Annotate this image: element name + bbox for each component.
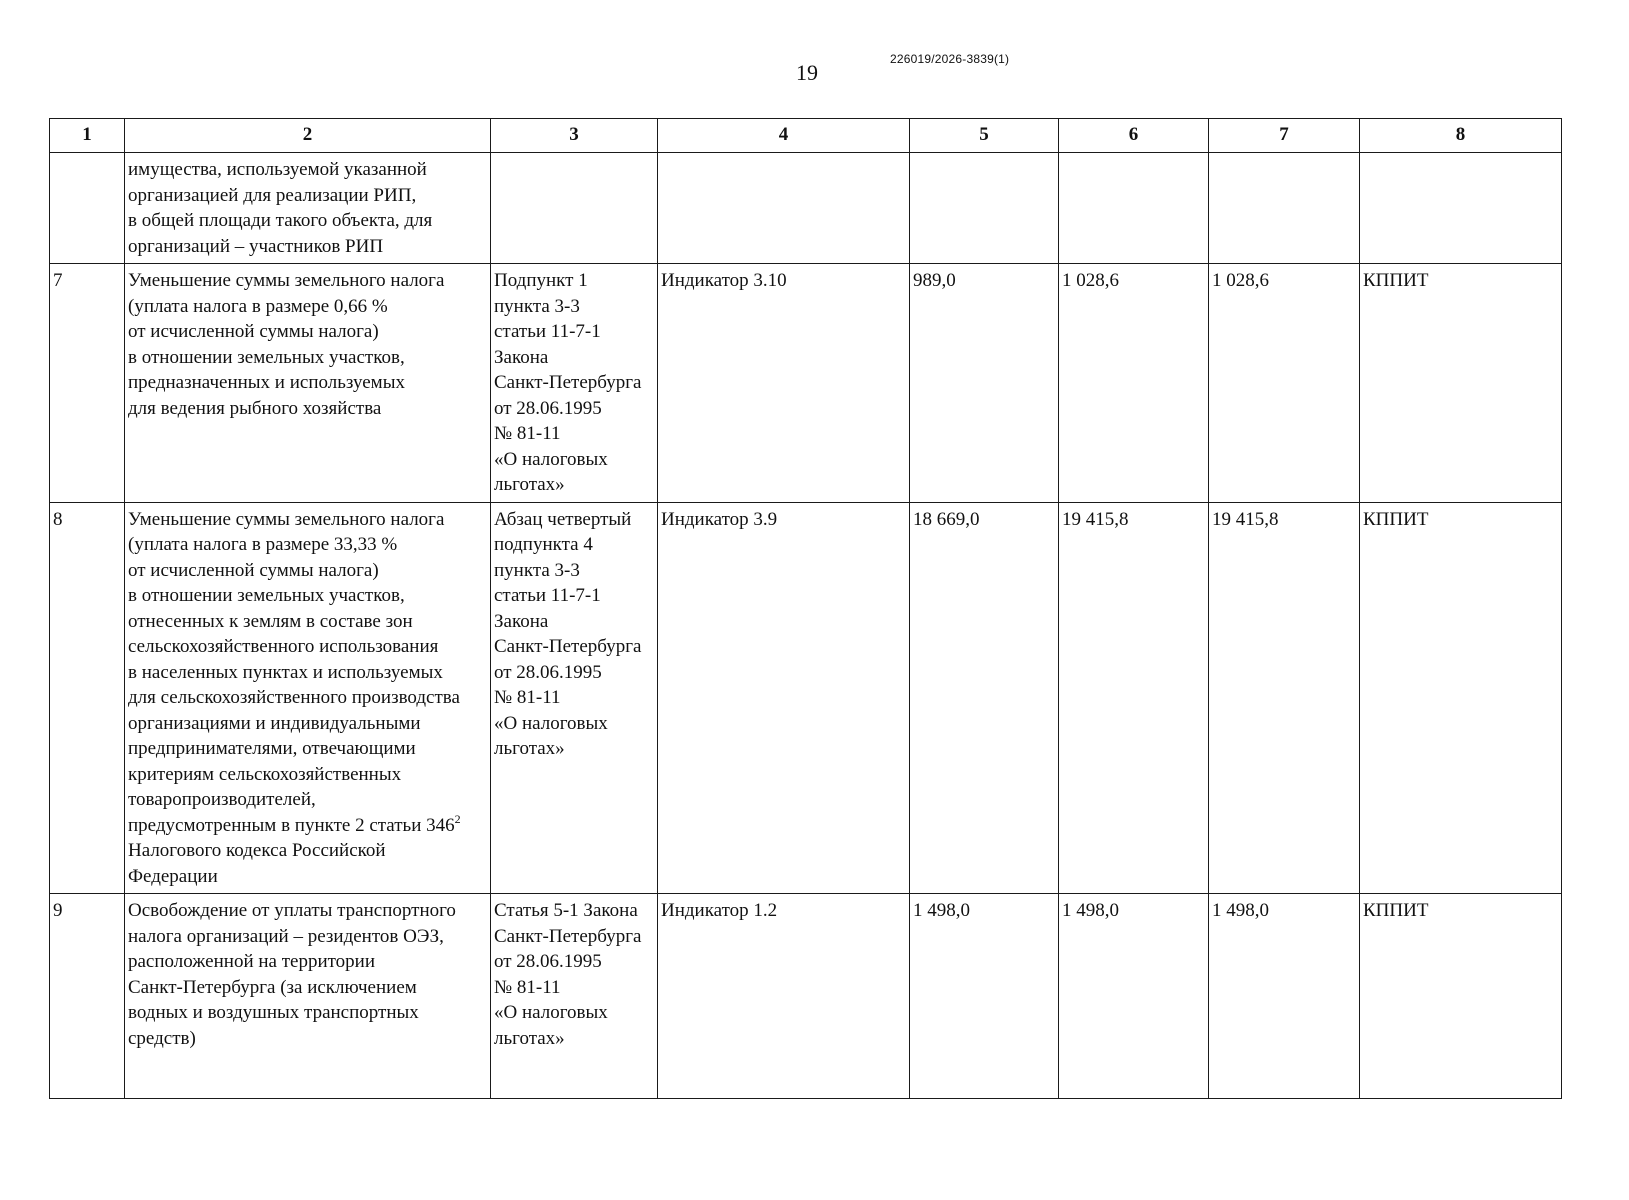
row-indicator: Индикатор 1.2 — [658, 894, 910, 1099]
row-value-col7 — [1209, 153, 1360, 264]
table-row-7 — [50, 264, 1562, 503]
row-value-col7: 19 415,8 — [1209, 502, 1360, 894]
row-description: имущества, используемой указанной организацией для реализации РИП, в общей площади такого объекта, для организаций – участников РИП — [125, 153, 491, 264]
row-indicator: Индикатор 3.10 — [658, 264, 910, 503]
document-id: 226019/2026-3839(1) — [890, 52, 1010, 66]
row-description-main: Уменьшение суммы земельного налога (уплата налога в размере 33,33 % от исчисленной суммы налога) в отношении земельных участков, отнесенных к землям в составе зон сельскохозяйственного использования в населенных пунктах и используемых для сельскохозяйственного производства организациями и индивидуальными предпринимателями, отвечающими критериям сельскохозяйственных товаропроизводителей, предусмотренным в пункте 2 статьи 346 — [128, 508, 460, 836]
row-responsible: КППИТ — [1360, 264, 1562, 503]
header-col-1: 1 — [50, 119, 125, 153]
row-description-tail: Налогового кодекса Российской Федерации — [128, 840, 386, 887]
row-value-col6: 1 028,6 — [1059, 264, 1209, 503]
row-number: 8 — [50, 502, 125, 894]
benefits-table — [49, 118, 1562, 1099]
table-row-continuation — [50, 153, 1562, 264]
row-value-col5 — [910, 153, 1059, 264]
row-legal-source — [491, 153, 658, 264]
row-value-col6 — [1059, 153, 1209, 264]
header-col-3: 3 — [491, 119, 658, 153]
header-col-6: 6 — [1059, 119, 1209, 153]
row-indicator: Индикатор 3.9 — [658, 502, 910, 894]
row-value-col7: 1 028,6 — [1209, 264, 1360, 503]
row-description — [125, 502, 491, 894]
row-value-col6: 19 415,8 — [1059, 502, 1209, 894]
row-responsible: КППИТ — [1360, 894, 1562, 1099]
row-value-col5: 18 669,0 — [910, 502, 1059, 894]
header-col-5: 5 — [910, 119, 1059, 153]
row-legal-source: Статья 5-1 Закона Санкт-Петербурга от 28.06.1995 № 81-11 «О налоговых льготах» — [491, 894, 658, 1099]
row-number: 7 — [50, 264, 125, 503]
row-value-col7: 1 498,0 — [1209, 894, 1360, 1099]
row-legal-source: Абзац четвертый подпункта 4 пункта 3-3 статьи 11-7-1 Закона Санкт-Петербурга от 28.06.1995 № 81-11 «О налоговых льготах» — [491, 502, 658, 894]
row-value-col5: 1 498,0 — [910, 894, 1059, 1099]
page-number: 19 — [796, 60, 818, 85]
row-description: Уменьшение суммы земельного налога (уплата налога в размере 0,66 % от исчисленной суммы налога) в отношении земельных участков, предназначенных и используемых для ведения рыбного хозяйства — [125, 264, 491, 503]
row-description: Освобождение от уплаты транспортного налога организаций – резидентов ОЭЗ, расположенной на территории Санкт-Петербурга (за исключением водных и воздушных транспортных средств) — [125, 894, 491, 1099]
header-col-8: 8 — [1360, 119, 1562, 153]
row-responsible: КППИТ — [1360, 502, 1562, 894]
row-value-col5: 989,0 — [910, 264, 1059, 503]
row-responsible — [1360, 153, 1562, 264]
header-col-2: 2 — [125, 119, 491, 153]
table-row-9 — [50, 894, 1562, 1099]
table-row-8 — [50, 502, 1562, 894]
header-col-7: 7 — [1209, 119, 1360, 153]
row-number — [50, 153, 125, 264]
row-value-col6: 1 498,0 — [1059, 894, 1209, 1099]
header-col-4: 4 — [658, 119, 910, 153]
row-indicator — [658, 153, 910, 264]
header-row — [50, 119, 1562, 153]
row-number: 9 — [50, 894, 125, 1099]
row-legal-source: Подпункт 1 пункта 3-3 статьи 11-7-1 Закона Санкт-Петербурга от 28.06.1995 № 81-11 «О налоговых льготах» — [491, 264, 658, 503]
row-description-superscript: 2 — [454, 811, 461, 826]
